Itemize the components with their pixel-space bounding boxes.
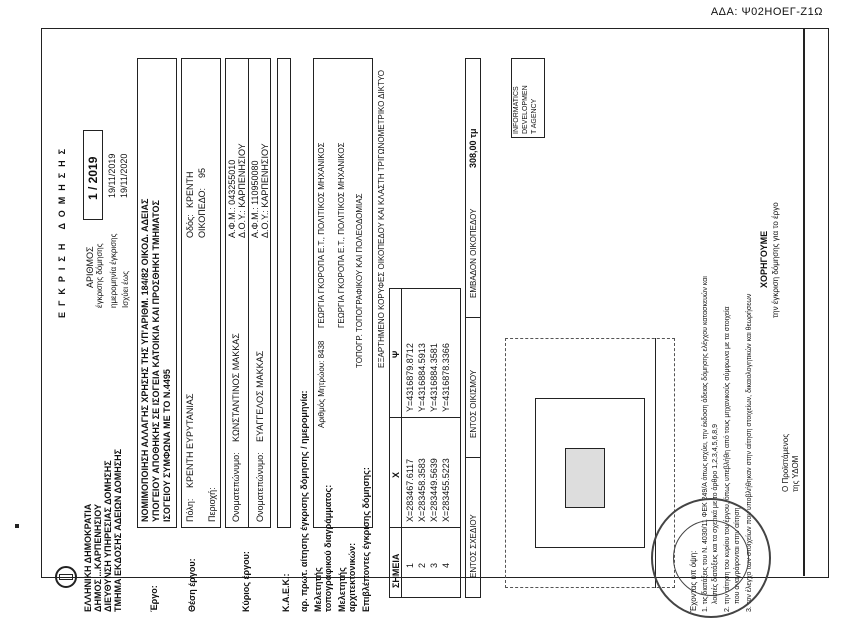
kaek-label: Κ.Α.Ε.Κ.:: [281, 573, 291, 612]
coords-row-4-y: Y=4316878.3366: [441, 343, 451, 412]
zone-line-1: [465, 457, 481, 458]
location-label: Θέση έργου:: [187, 558, 197, 612]
owner-2-label: Ονοματεπώνυμο:: [255, 452, 265, 522]
note-2: 2. την αίτηση του κυρίου του έργου, όπως υπεβλήθη από τους μηχανικούς σύμφωνα με τα στοιχεία: [724, 306, 731, 612]
coords-header-id: ΣΗΜΕΙΑ: [391, 553, 401, 588]
study-reg: Αριθμός Μητρώου: 8438: [317, 340, 326, 428]
plot-area-value: 308,00 τμ: [468, 128, 478, 168]
coords-row-4-id: 4: [441, 562, 451, 568]
kaek-box: [277, 58, 291, 528]
grant-subtitle: την έγκριση δόμησης για το έργο: [771, 202, 780, 318]
header-line-1: ΕΛΛΗΝΙΚΗ ΔΗΜΟΚΡΑΤΙΑ: [83, 503, 93, 612]
valid-label: Ισχύει έως: [121, 271, 130, 308]
owner-1-doy: Δ.Ο.Υ.: ΚΑΡΠΕΝΗΣΙΟΥ: [237, 143, 247, 238]
zone-line-2: [465, 317, 481, 318]
header-line-3: ΔΙΕΥΘΥΝΣΗ ΥΠΗΡΕΣΙΑΣ ΔΟΜΗΣΗΣ: [103, 460, 113, 612]
coords-table: [389, 288, 461, 598]
coords-row-1-x: X=283467.6117: [405, 458, 415, 522]
owner-2-afm: Α.Φ.Μ.: 110950080: [250, 160, 260, 238]
site-plan-building: [565, 448, 605, 508]
grant-heading: ΧΟΡΗΓΟΥΜΕ: [759, 230, 769, 288]
agency-line-2: DEVELOPMEN: [522, 85, 529, 134]
owner-2-doy: Δ.Ο.Υ.: ΚΑΡΠΕΝΗΣΙΟΥ: [260, 143, 270, 238]
official-stamp-inner: [673, 520, 749, 596]
area-label: Περιοχή:: [207, 487, 217, 522]
document-title: ΕΓΚΡΙΣΗ ΔΟΜΗΣΗΣ: [57, 142, 67, 318]
coords-row-2-id: 2: [417, 562, 427, 568]
block-value: 95: [197, 167, 207, 178]
coords-row-2-x: X=283458.3583: [417, 458, 427, 522]
signer-line-1: Ο Προϊστάμενος: [781, 433, 790, 492]
designer-label: Μελετητής: [337, 567, 347, 612]
work-label: Έργο:: [149, 585, 159, 612]
city-label: Πόλη:: [185, 498, 195, 522]
designer-sublabel: αρχιτεκτονικών:: [347, 542, 357, 612]
coords-header-y: Ψ: [391, 350, 401, 358]
number-value: 1 / 2019: [86, 156, 100, 200]
coords-header-line: [401, 288, 402, 598]
coords-row-4-x: X=283455.5223: [441, 458, 451, 522]
owner-2-name: ΕΥΑΓΓΕΛΟΣ ΜΑΚΚΑΣ: [255, 350, 265, 442]
note-2b: που αναγράφονται στην αίτηση: [734, 507, 741, 604]
scan-speck: [15, 524, 19, 528]
work-line-3: ΙΣΟΓΕΙΟΥ ΣΥΜΦΩΝΑ ΜΕ ΤΟ Ν.4495: [162, 369, 172, 522]
coords-row-3-id: 3: [429, 562, 439, 568]
street-value: ΚΡΕΝΤΗ: [185, 171, 195, 208]
supervisor-value: ΤΟΠΟΓΡ. ΤΟΠΟΓΡΑΦΙΚΟΥ ΚΑΙ ΠΟΛΕΟΔΟΜΙΑΣ: [355, 193, 364, 368]
study-label: Μελετητής: [313, 567, 323, 612]
rotated-document: [45, 53, 805, 618]
work-line-1: ΝΟΜΙΜΟΠΟΙΗΣΗ ΑΛΛΑΓΗΣ ΧΡΗΣΗΣ ΤΗΣ ΥΠ'ΑΡΙΘΜ. 184/82 ΟΙΚΟΔ. ΑΔΕΙΑΣ: [140, 198, 150, 522]
work-line-2: ΥΠΟΓΕΙΟΥ ΑΠΟΘΗΚΗΣ ΣΕ ΙΣΟΓΕΙΑ ΚΑΤΟΙΚΙΑ ΚΑΙ ΠΡΟΣΘΗΚΗ ΤΜΗΜΑΤΟΣ: [151, 200, 161, 522]
header-line-2: ΔΗΜΟΣ ...ΚΑΡΠΕΝΗΣΙΟΥ: [93, 503, 103, 612]
coords-row-3-x: X=283449.5639: [429, 458, 439, 522]
protocol-label: αρ. πρωτ. αίτησης έγκρισης δόμησης / ημερομηνία:: [299, 390, 309, 612]
reference-note: ΕΞΑΡΤΗΜΕΝΟ ΚΟΡΥΦΕΣ ΟΙΚΟΠΕΔΟΥ ΚΑΙ ΚΛΑΣΤΗ ΤΡΙΓΩΝΟΜΕΤΡΙΚΟ ΔΙΚΤΥΟ: [377, 69, 386, 368]
coords-header-x: X: [391, 471, 401, 478]
document-page: [3, 24, 837, 612]
number-sublabel: έγκρισης δόμησης: [95, 243, 104, 308]
ada-code: ΑΔΑ: Ψ02ΗΟΕΓ-Ζ1Ω: [710, 6, 823, 18]
owner-label: Κύριος έργου:: [241, 551, 251, 612]
note-3: 3. τον έλεγχο των στοιχείων που υποβλήθηκαν στην αίτηση στοιχείων, δικαιολογητικών και θεωρήσεων: [746, 293, 753, 612]
owner-1-label: Ονοματεπώνυμο:: [231, 452, 241, 522]
coords-row-3-y: Y=4316884.3581: [429, 343, 439, 412]
date-label: ημερομηνία έγκρισης: [109, 233, 118, 308]
inside-plan-label: ΕΝΤΟΣ ΣΧΕΔΙΟΥ: [469, 514, 478, 578]
note-1: 1. τις διατάξεις του Ν. 4030/11 ΦΕΚ 249/Α όπως ισχύει, την έκδοση άδειας δόμησης ελέγχου κατασκευών και: [702, 276, 709, 612]
block-label: ΟΙΚΟΠΕΔΟ:: [197, 187, 207, 238]
coords-col-line-1: [389, 527, 461, 528]
owner-divider: [248, 58, 249, 528]
inside-plot-label: ΕΝΤΟΣ ΟΙΚΙΣΜΟΥ: [469, 369, 478, 438]
note-1b: λοιπές διατάξεις και τα σχετικά με το άρθρο 1,2,3,4,5,6,8,9: [712, 423, 719, 604]
agency-line-1: INFORMATICS: [513, 86, 520, 134]
valid-value: 19/11/2020: [119, 153, 129, 198]
owner-1-afm: Α.Φ.Μ.: 043255010: [227, 159, 237, 238]
number-label: ΑΡΙΘΜΟΣ: [85, 246, 95, 288]
designer-value: ΓΕΩΡΓΙΑ ΓΚΟΡΟΠΑ Ε.Τ., ΠΟΛΙΤΙΚΟΣ ΜΗΧΑΝΙΚΟΣ: [337, 142, 346, 328]
header-line-4: ΤΜΗΜΑ ΕΚΔΟΣΗΣ ΑΔΕΙΩΝ ΔΟΜΗΣΗΣ: [113, 448, 123, 612]
agency-line-3: T AGENCY: [531, 98, 538, 134]
plot-area-label: ΕΜΒΑΔΟΝ ΟΙΚΟΠΕΔΟΥ: [469, 208, 478, 298]
coords-row-2-y: Y=4316884.5913: [417, 343, 427, 412]
coords-row-1-y: Y=4316879.8712: [405, 343, 415, 412]
cross-icon: [59, 574, 73, 580]
study-sublabel: τοπογραφικού διαγράμματος:: [323, 484, 333, 612]
study-value: ΓΕΩΡΓΙΑ ΓΚΟΡΟΠΑ Ε.Τ., ΠΟΛΙΤΙΚΟΣ ΜΗΧΑΝΙΚΟΣ: [317, 142, 326, 328]
coords-col-line-2: [389, 417, 461, 418]
date-value: 19/11/2019: [107, 153, 117, 198]
signer-line-2: της ΥΔΟΜ: [791, 455, 800, 492]
owner-1-name: ΚΩΝΣΤΑΝΤΙΝΟΣ ΜΑΚΚΑΣ: [231, 333, 241, 442]
supervisor-label: Επιβλέποντες έγκρισης δόμησης:: [361, 467, 371, 612]
notes-heading: Έχοντας υπ όψη:: [689, 550, 698, 612]
street-label: Οδός:: [185, 214, 195, 238]
city-value: ΚΡΕΝΤΗ ΕΥΡΥΤΑΝΙΑΣ: [185, 393, 195, 488]
coords-row-1-id: 1: [405, 562, 415, 568]
